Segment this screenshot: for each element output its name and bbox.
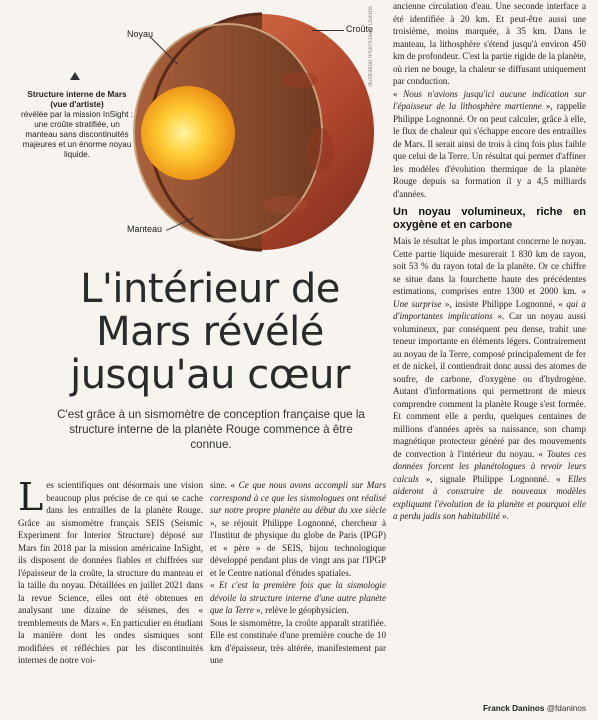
label-croute: Croûte: [346, 24, 374, 34]
col3-paragraph-2: « Nous n'avions jusqu'ici aucune indication sur l'épaisseur de la lithosphère martienne », rappelle Philippe Lognonné. Or on peut calculer, grâce à elle, le flux de chaleur qui s'échappe encore des entrailles de Mars. Il serait ainsi de trois à cinq fois plus faible que celui de la Terre. Un résultat qui permet d'affiner les modèles d'évolution thermique de la planète Rouge depuis sa formation il y a 4,5 milliards d'années.: [393, 88, 587, 199]
headline: L'intérieur de Mars révélé jusqu'au cœur: [70, 266, 350, 398]
mars-illustration: [0, 0, 380, 258]
illustration-caption: [18, 90, 136, 160]
article-column-1: [18, 475, 203, 667]
label-manteau: Manteau: [127, 224, 163, 234]
col3-paragraph-1: ancienne circulation d'eau. Une seconde interface a été identifiée à 20 km. Et peut-être aussi une troisième, moins marquée, à 35 km. Dans le manteau, la lithosphère s'étend jusqu'à environ 450 km de profondeur. C'est la partie rigide de la planète, où rien ne bouge, la chaleur se diffusant uniquement par conduction.: [393, 1, 586, 86]
col1-text: es scientifiques ont désormais une vision beaucoup plus précise de ce qui se cache dans les entrailles de la planète Rouge. Grâce au sismomètre français SEIS (Seismic Experiment for Interior Structure) déposé sur Mars fin 2018 par la mission américaine InSight, ils disposent de données fiables et chiffrées sur l'épaisseur de la croûte, la structure du manteau et la taille du noyau. Détaillées en juillet 2021 dans la revue Science, elles ont été obtenues en analysant une dizaine de séismes, des « tremblements de Mars ». En particulier en étudiant la manière dont les ondes sismiques sont modifiées et réfléchies par les discontinuités internes de notre voi-: [18, 480, 203, 665]
article-column-3: [393, 0, 586, 523]
caption-title: Structure interne de Mars (vue d'artiste): [27, 90, 127, 109]
col2-paragraph-2: « Et c'est la première fois que la sismologie dévoile la structure interne d'une autre planète que la Terre », relève le géophysicien.: [210, 580, 386, 615]
col3-paragraph-3: Mais le résultat le plus important concerne le noyau. Cette partie liquide mesurerait 1 830 km de rayon, soit 53 % du rayon total de la planète. Or ce chiffre se situe dans la fourchette haute des précédentes estimations, comprises entre 1300 et 2000 km. « Une surprise », insiste Philippe Lognonné, « qui a d'importantes implications ». Car un noyau aussi volumineux, par conséquent peu dense, trahit une teneur importante en éléments légers. Contrairement au noyau de la Terre, composé principalement de fer et de nickel, il contiendrait donc aussi des atomes de soufre, de carbone, d'oxygène ou d'hydrogène. Autant d'informations qui permettront de mieux comprendre comment la planète Rouge s'est formée. Et comment elle a perdu, quelques centaines de millions d'années après sa naissance, son champ magnétique protecteur généré par des mouvements de convection à l'intérieur du noyau. « Toutes ces données forcent les planétologues à revoir leurs calculs », signale Philippe Lognonné. « Elles aideront à construire de nouveaux modèles expliquant l'évolution de la planète et pourquoi elle a perdu jadis son habitabilité ».: [393, 236, 586, 521]
pointer-croute: [312, 30, 344, 31]
section-subheading: Un noyau volumineux, riche en oxygène et en carbone: [393, 206, 586, 231]
caption-body: révélée par la mission InSight : une croûte stratifiée, un manteau sans discontinuités majeures et un énorme noyau liquide.: [21, 110, 133, 159]
label-noyau: Noyau: [127, 29, 154, 39]
photo-credit: illustration IPGP/David Ducros: [368, 6, 374, 87]
standfirst: C'est grâce à un sismomètre de conception française que la structure interne de la planète Rouge commence à être connue.: [57, 408, 365, 451]
author-name: Franck Daninos: [483, 704, 545, 713]
col2-paragraph-1: sine. « Ce que nous avons accompli sur Mars correspond à ce que les sismologues ont réalisé sur notre propre planète au début du xxe siècle », se réjouit Philippe Lognonné, chercheur à l'Institut de physique du globe de Paris (IPGP) et « père » de SEIS, bijou technologique développé pendant plus de vingt ans par l'IPGP et le Centre national d'études spatiales.: [210, 480, 386, 578]
author-handle: @fdaninos: [546, 704, 586, 713]
dropcap: L: [18, 475, 44, 519]
article-column-2: [210, 479, 386, 667]
col2-paragraph-3: Sous le sismomètre, la croûte apparaît stratifiée. Elle est constituée d'une première couche de 10 km d'épaisseur, très altérée, manifestement par une: [210, 617, 386, 665]
caption-arrow-icon: [70, 72, 80, 80]
byline: [393, 704, 586, 713]
